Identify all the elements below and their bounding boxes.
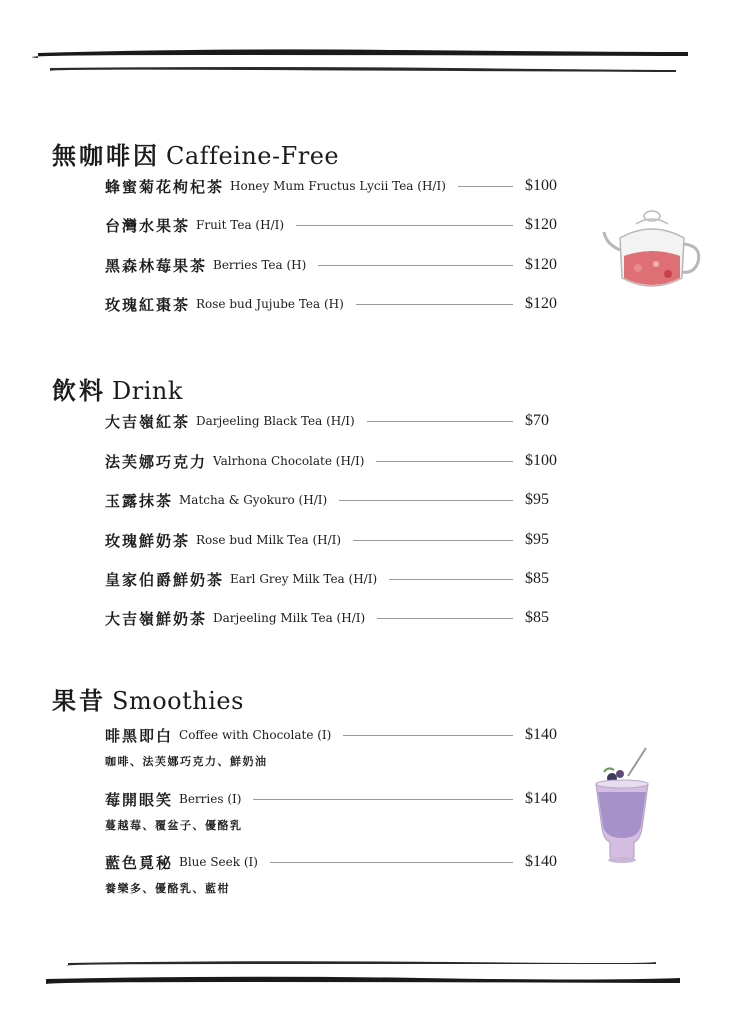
menu-item <box>105 850 561 874</box>
menu-item <box>105 528 561 552</box>
item-price: $85 <box>525 570 549 587</box>
menu-item <box>105 449 561 473</box>
teapot-icon <box>598 198 706 298</box>
item-price: $140 <box>525 853 557 870</box>
dot-leader <box>343 735 513 736</box>
item-name-en: Blue Seek (I) <box>179 855 258 869</box>
item-name-zh: 大吉嶺紅茶 <box>105 412 191 431</box>
item-name-zh: 玉露抹茶 <box>105 491 174 510</box>
dot-leader <box>377 618 513 619</box>
item-name-en: Valrhona Chocolate (H/I) <box>213 454 365 468</box>
item-name-en: Berries Tea (H) <box>213 258 307 272</box>
item-price: $100 <box>525 452 557 469</box>
item-name-zh: 黑森林莓果茶 <box>105 256 208 275</box>
item-name-zh: 大吉嶺鮮奶茶 <box>105 609 208 628</box>
dot-leader <box>367 421 513 422</box>
item-ingredients: 養樂多、優酪乳、藍柑 <box>105 882 230 895</box>
item-price: $100 <box>525 177 557 194</box>
section-title-drink: 飲料 Drink <box>52 376 183 405</box>
dot-leader <box>376 461 513 462</box>
dot-leader <box>253 799 513 800</box>
menu-item <box>105 787 561 811</box>
top-brush-divider <box>0 40 730 80</box>
item-name-en: Rose bud Jujube Tea (H) <box>196 297 344 311</box>
dot-leader <box>339 500 513 501</box>
item-name-en: Earl Grey Milk Tea (H/I) <box>230 572 378 586</box>
item-price: $120 <box>525 256 557 273</box>
dot-leader <box>270 862 513 863</box>
item-name-zh: 玫瑰鮮奶茶 <box>105 531 191 550</box>
item-name-zh: 玫瑰紅棗茶 <box>105 295 191 314</box>
item-name-zh: 法芙娜巧克力 <box>105 452 208 471</box>
menu-item <box>105 174 561 198</box>
menu-item <box>105 292 561 316</box>
item-name-zh: 台灣水果茶 <box>105 216 191 235</box>
item-price: $85 <box>525 609 549 626</box>
section-title-smoothies: 果昔 Smoothies <box>52 686 244 715</box>
menu-item <box>105 567 561 591</box>
dot-leader <box>389 579 513 580</box>
item-name-en: Coffee with Chocolate (I) <box>179 728 332 742</box>
item-name-zh: 啡黑即白 <box>105 726 174 745</box>
item-name-en: Rose bud Milk Tea (H/I) <box>196 533 342 547</box>
item-name-zh: 皇家伯爵鮮奶茶 <box>105 570 225 589</box>
item-price: $140 <box>525 790 557 807</box>
item-name-en: Fruit Tea (H/I) <box>196 218 285 232</box>
item-ingredients: 蔓越莓、覆盆子、優酪乳 <box>105 819 243 832</box>
item-name-en: Matcha & Gyokuro (H/I) <box>179 493 328 507</box>
smoothie-glass-icon <box>590 746 654 866</box>
item-price: $120 <box>525 216 557 233</box>
item-name-zh: 蜂蜜菊花枸杞茶 <box>105 177 225 196</box>
dot-leader <box>356 304 513 305</box>
item-price: $70 <box>525 412 549 429</box>
dot-leader <box>296 225 513 226</box>
menu-item <box>105 723 561 747</box>
item-name-zh: 莓開眼笑 <box>105 790 174 809</box>
item-name-en: Honey Mum Fructus Lycii Tea (H/I) <box>230 179 446 193</box>
section-title-caffeine-free: 無咖啡因 Caffeine-Free <box>52 141 340 170</box>
item-price: $95 <box>525 531 549 548</box>
menu-item <box>105 606 561 630</box>
menu-item <box>105 488 561 512</box>
item-price: $140 <box>525 726 557 743</box>
item-name-en: Berries (I) <box>179 792 242 806</box>
item-name-zh: 藍色覓秘 <box>105 853 174 872</box>
item-price: $120 <box>525 295 557 312</box>
item-name-en: Darjeeling Black Tea (H/I) <box>196 414 355 428</box>
menu-item <box>105 409 561 433</box>
item-ingredients: 咖啡、法芙娜巧克力、鮮奶油 <box>105 755 268 768</box>
item-price: $95 <box>525 491 549 508</box>
menu-item <box>105 213 561 237</box>
menu-item <box>105 253 561 277</box>
item-name-en: Darjeeling Milk Tea (H/I) <box>213 611 366 625</box>
bottom-brush-divider <box>0 954 730 994</box>
dot-leader <box>353 540 513 541</box>
dot-leader <box>318 265 513 266</box>
dot-leader <box>458 186 513 187</box>
